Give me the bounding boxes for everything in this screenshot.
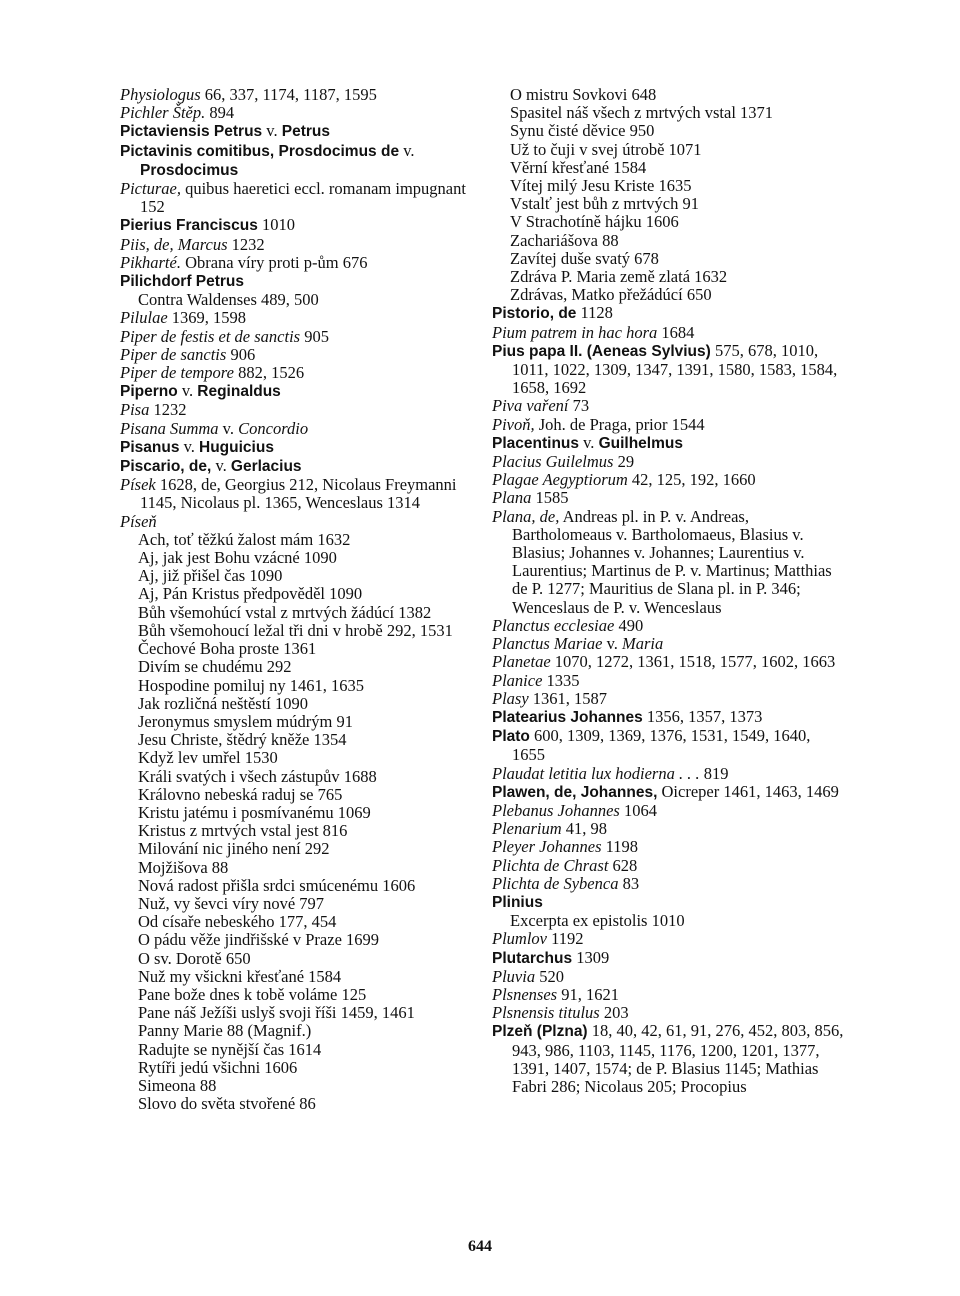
index-subentry bbox=[120, 950, 472, 968]
index-entry bbox=[120, 236, 472, 254]
entry-text: quibus haeretici eccl. romanam impugnant 152 bbox=[140, 179, 466, 217]
index-entry bbox=[492, 857, 844, 875]
entry-heading-bold: Pictavinis comitibus, Prosdocimus de bbox=[120, 142, 400, 160]
entry-text: 41, 98 bbox=[561, 819, 608, 839]
index-entry bbox=[120, 364, 472, 382]
entry-heading-italic: Pilulae bbox=[120, 308, 168, 328]
entry-text: 1010 bbox=[257, 215, 295, 235]
entry-heading-italic: Pichler Štěp. bbox=[120, 103, 206, 123]
index-entry bbox=[492, 765, 844, 783]
entry-heading-bold: Pierius Franciscus bbox=[120, 217, 258, 235]
entry-text: v. bbox=[602, 634, 623, 654]
index-subentry bbox=[492, 195, 844, 213]
entry-heading-bold: Pius papa II. (Aeneas Sylvius) bbox=[492, 342, 711, 360]
entry-text: O sv. Dorotě 650 bbox=[138, 948, 251, 968]
entry-text: Věrní křesťané 1584 bbox=[510, 157, 647, 177]
entry-text: Zavítej duše svatý 678 bbox=[510, 248, 659, 268]
index-entry bbox=[492, 783, 844, 802]
entry-heading-bold: Gerlacius bbox=[230, 458, 302, 476]
entry-text: 520 bbox=[535, 966, 564, 986]
entry-text: Jeronymus smyslem múdrým 91 bbox=[138, 711, 353, 731]
entry-text: v. bbox=[579, 432, 599, 452]
entry-text: v. bbox=[179, 436, 200, 456]
index-subentry bbox=[120, 786, 472, 804]
entry-heading-bold: Plzeň (Plzna) bbox=[492, 1023, 588, 1041]
entry-text: 894 bbox=[205, 103, 235, 123]
index-subentry bbox=[120, 604, 472, 622]
entry-text: 906 bbox=[226, 344, 256, 364]
entry-text: Joh. de Praga, prior 1544 bbox=[534, 414, 705, 434]
entry-text: 1198 bbox=[601, 837, 639, 857]
index-entry bbox=[492, 1022, 844, 1096]
entry-heading-italic: Plichta de Chrast bbox=[492, 855, 609, 875]
entry-text: Synu čisté děvice 950 bbox=[510, 121, 655, 141]
index-subentry bbox=[120, 1059, 472, 1077]
index-subentry bbox=[492, 86, 844, 104]
entry-text: Už to čuji v svej útrobě 1071 bbox=[510, 139, 702, 159]
index-entry bbox=[492, 820, 844, 838]
entry-text: Jak rozličná neštěstí 1090 bbox=[138, 693, 308, 713]
entry-text: Pane náš Ježíši uslyš svoji říši 1459, 1461 bbox=[138, 1003, 415, 1023]
entry-heading-italic: Plichta de Sybenca bbox=[492, 873, 619, 893]
index-entry bbox=[492, 653, 844, 671]
entry-text: Nuž my všickni křesťané 1584 bbox=[138, 966, 342, 986]
index-entry bbox=[120, 401, 472, 419]
entry-text: 628 bbox=[608, 855, 638, 875]
entry-text: 1628, de, Georgius 212, Nicolaus Freymanni 1145, Nicolaus pl. 1365, Wenceslaus 1314 bbox=[140, 475, 457, 513]
index-subentry bbox=[492, 286, 844, 304]
entry-text: O mistru Sovkovi 648 bbox=[510, 85, 657, 104]
index-entry bbox=[120, 142, 472, 180]
index-entry bbox=[120, 254, 472, 272]
entry-text: 1128 bbox=[576, 303, 613, 323]
entry-text: 1309 bbox=[572, 947, 610, 967]
entry-text: Ach, toť těžkú žalost mám 1632 bbox=[138, 529, 351, 549]
entry-text: Nová radost přišla srdci smúcenému 1606 bbox=[138, 875, 416, 895]
entry-text: Vítej milý Jesu Kriste 1635 bbox=[510, 176, 692, 196]
index-entry bbox=[120, 513, 472, 531]
entry-text: Andreas pl. in P. v. Andreas, Bartholomeaus v. Bartholomaeus, Blasius v. Blasius; Johannes v. Johannes; Laurentius v. Laurentius; Martinus de P. v. Martinus; Matthias de P. 1277; Mauritius de Slana pl. in P. 346; Wenceslaus de P. v. Wenceslaus bbox=[512, 506, 832, 617]
entry-heading-italic: Planetae bbox=[492, 652, 551, 672]
entry-text: Radujte se nynější čas 1614 bbox=[138, 1039, 322, 1059]
entry-heading-italic: Plsnensis titulus bbox=[492, 1003, 600, 1023]
entry-text: 1684 bbox=[657, 322, 695, 342]
index-entry bbox=[120, 346, 472, 364]
index-entry bbox=[492, 968, 844, 986]
entry-text: Milování nic jiného není 292 bbox=[138, 839, 330, 859]
entry-heading-italic: Planctus ecclesiae bbox=[492, 615, 615, 635]
index-subentry bbox=[120, 658, 472, 676]
index-subentry bbox=[120, 622, 472, 640]
entry-text: 905 bbox=[300, 326, 329, 346]
entry-text: Aj, jak jest Bohu vzácné 1090 bbox=[138, 548, 337, 568]
index-subentry bbox=[120, 840, 472, 858]
index-subentry bbox=[492, 177, 844, 195]
entry-heading-bold: Placentinus bbox=[492, 434, 579, 452]
index-subentry bbox=[120, 968, 472, 986]
entry-text: 1585 bbox=[531, 488, 569, 508]
entry-heading-bold: Reginaldus bbox=[197, 383, 281, 401]
index-entry bbox=[492, 986, 844, 1004]
entry-heading-italic: Plasy bbox=[492, 688, 529, 708]
entry-heading-italic: Písek bbox=[120, 475, 156, 495]
entry-text: 42, 125, 192, 1660 bbox=[627, 470, 756, 490]
entry-text: Jesu Christe, štědrý kněže 1354 bbox=[138, 730, 347, 750]
entry-heading-bold: Huguicius bbox=[199, 438, 274, 456]
index-column-right bbox=[492, 86, 844, 1096]
index-entry bbox=[120, 420, 472, 438]
index-entry bbox=[120, 216, 472, 235]
index-subentry bbox=[120, 895, 472, 913]
entry-heading-italic: Picturae, bbox=[120, 179, 181, 199]
entry-text: Panny Marie 88 (Magnif.) bbox=[138, 1021, 312, 1041]
entry-text: Kristus z mrtvých vstal jest 816 bbox=[138, 821, 348, 841]
entry-heading-bold: Prosdocimus bbox=[140, 161, 239, 179]
entry-text: 91, 1621 bbox=[557, 984, 619, 1004]
entry-heading-bold: Plato bbox=[492, 728, 530, 746]
index-subentry bbox=[120, 804, 472, 822]
entry-heading-bold: Piscario, de, bbox=[120, 458, 212, 476]
entry-heading-italic: Maria bbox=[622, 634, 664, 654]
entry-text: 29 bbox=[613, 452, 635, 472]
index-entry bbox=[492, 304, 844, 323]
index-entry bbox=[492, 690, 844, 708]
entry-heading-italic: Piva vaření bbox=[492, 396, 569, 416]
entry-text: Bůh všemohúcí vstal z mrtvých žádúcí 1382 bbox=[138, 602, 432, 622]
entry-heading-italic: Pikharté. bbox=[120, 252, 181, 272]
entry-heading-bold: Plawen, de, Johannes, bbox=[492, 783, 658, 801]
index-entry bbox=[120, 272, 472, 291]
index-entry bbox=[492, 453, 844, 471]
entry-text: Zdrávas, Matko přežádúcí 650 bbox=[510, 285, 712, 305]
entry-text: 1369, 1598 bbox=[167, 308, 247, 328]
entry-heading-italic: Plagae Aegyptiorum bbox=[492, 470, 628, 490]
entry-text: 203 bbox=[599, 1003, 629, 1023]
entry-text: Pane bože dnes k tobě voláme 125 bbox=[138, 984, 367, 1004]
index-entry bbox=[492, 672, 844, 690]
index-subentry bbox=[492, 232, 844, 250]
entry-text: V Strachotíně hájku 1606 bbox=[510, 212, 679, 232]
entry-text: v. bbox=[177, 381, 198, 401]
entry-text: v. bbox=[399, 140, 415, 160]
index-entry bbox=[120, 438, 472, 457]
index-entry bbox=[120, 328, 472, 346]
entry-heading-italic: Piper de tempore bbox=[120, 363, 234, 383]
index-subentry bbox=[120, 1004, 472, 1022]
entry-heading-bold: Pilichdorf Petrus bbox=[120, 273, 245, 291]
entry-text: 1356, 1357, 1373 bbox=[642, 706, 763, 726]
entry-heading-italic: Plana, de, bbox=[492, 506, 560, 526]
index-entry bbox=[120, 476, 472, 512]
entry-heading-italic: Physiologus bbox=[120, 85, 201, 104]
index-subentry bbox=[120, 877, 472, 895]
index-entry bbox=[492, 397, 844, 415]
index-subentry bbox=[120, 549, 472, 567]
index-entry bbox=[492, 508, 844, 617]
entry-heading-italic: Pleyer Johannes bbox=[492, 837, 602, 857]
entry-text: Zachariášova 88 bbox=[510, 230, 619, 250]
index-subentry bbox=[492, 104, 844, 122]
entry-heading-bold: Platearius Johannes bbox=[492, 708, 643, 726]
index-entry bbox=[492, 727, 844, 764]
index-subentry bbox=[120, 1041, 472, 1059]
index-subentry bbox=[120, 1022, 472, 1040]
index-subentry bbox=[120, 1095, 472, 1113]
entry-text: 882, 1526 bbox=[233, 363, 305, 383]
entry-text: 600, 1309, 1369, 1376, 1531, 1549, 1640, 1655 bbox=[512, 726, 811, 765]
entry-heading-italic: Plaudat letitia lux hodierna . . . bbox=[492, 763, 700, 783]
entry-text: Excerpta ex epistolis 1010 bbox=[510, 911, 685, 931]
index-entry bbox=[492, 635, 844, 653]
index-subentry bbox=[120, 531, 472, 549]
entry-heading-italic: Plana bbox=[492, 488, 532, 508]
index-subentry bbox=[120, 731, 472, 749]
index-subentry bbox=[120, 1077, 472, 1095]
index-entry bbox=[492, 489, 844, 507]
entry-heading-italic: Piper de sanctis bbox=[120, 344, 227, 364]
entry-heading-italic: Plsnenses bbox=[492, 984, 558, 1004]
entry-text: 83 bbox=[618, 873, 640, 893]
entry-text: 1192 bbox=[547, 929, 584, 949]
entry-heading-italic: Concordio bbox=[238, 418, 309, 438]
index-entry bbox=[120, 86, 472, 104]
entry-text: Bůh všemohoucí ležal tři dni v hrobě 292, 1531 bbox=[138, 620, 453, 640]
index-entry bbox=[492, 342, 844, 398]
index-entry bbox=[492, 802, 844, 820]
entry-text: Spasitel náš všech z mrtvých vstal 1371 bbox=[510, 103, 774, 123]
index-subentry bbox=[120, 768, 472, 786]
index-entry bbox=[492, 617, 844, 635]
entry-heading-italic: Pluvia bbox=[492, 966, 536, 986]
entry-heading-italic: Pivoň, bbox=[492, 414, 535, 434]
index-entry bbox=[492, 471, 844, 489]
index-subentry bbox=[492, 141, 844, 159]
entry-text: 66, 337, 1174, 1187, 1595 bbox=[200, 85, 377, 104]
index-entry bbox=[492, 838, 844, 856]
entry-heading-italic: Placius Guilelmus bbox=[492, 452, 614, 472]
index-subentry bbox=[492, 159, 844, 177]
entry-text: Simeona 88 bbox=[138, 1075, 217, 1095]
index-subentry bbox=[120, 913, 472, 931]
entry-text: Mojžišova 88 bbox=[138, 857, 229, 877]
page-number: 644 bbox=[468, 1238, 492, 1255]
index-subentry bbox=[120, 640, 472, 658]
entry-text: 73 bbox=[568, 396, 590, 416]
index-entry bbox=[120, 180, 472, 216]
index-subentry bbox=[492, 213, 844, 231]
entry-heading-italic: Pisana Summa bbox=[120, 418, 219, 438]
entry-text: Nuž, vy ševci víry nové 797 bbox=[138, 893, 325, 913]
index-subentry bbox=[492, 250, 844, 268]
entry-text: Divím se chudému 292 bbox=[138, 657, 292, 677]
entry-text: 18, 40, 42, 61, 91, 276, 452, 803, 856, 943, 986, 1103, 1145, 1176, 1200, 1201, 1377, 1391, 1407, 1574; de P. Blasius 1145; Mathias Fabri 286; Nicolaus 205; Procopius bbox=[512, 1021, 844, 1096]
entry-text: Vstalť jest bůh z mrtvých 91 bbox=[510, 194, 699, 214]
entry-text: 1232 bbox=[227, 234, 265, 254]
entry-text: 819 bbox=[699, 763, 729, 783]
entry-heading-italic: Plebanus Johannes bbox=[492, 800, 620, 820]
index-entry bbox=[492, 875, 844, 893]
entry-heading-bold: Guilhelmus bbox=[598, 434, 683, 452]
entry-heading-bold: Plinius bbox=[492, 893, 543, 911]
entry-text: Čechové Boha proste 1361 bbox=[138, 639, 317, 659]
index-entry bbox=[492, 1004, 844, 1022]
entry-heading-italic: Planctus Mariae bbox=[492, 634, 603, 654]
index-entry bbox=[120, 382, 472, 401]
entry-text: 575, 678, 1010, 1011, 1022, 1309, 1347, 1391, 1580, 1583, 1584, 1658, 1692 bbox=[512, 340, 838, 398]
entry-text: Aj, již přišel čas 1090 bbox=[138, 566, 283, 586]
entry-text: Oicreper 1461, 1463, 1469 bbox=[657, 781, 839, 801]
entry-heading-italic: Pium patrem in hac hora bbox=[492, 322, 658, 342]
index-entry bbox=[492, 893, 844, 912]
index-entry bbox=[492, 949, 844, 968]
index-subentry bbox=[492, 122, 844, 140]
entry-heading-italic: Planice bbox=[492, 670, 543, 690]
entry-heading-bold: Piperno bbox=[120, 383, 178, 401]
index-entry bbox=[492, 324, 844, 342]
index-subentry bbox=[120, 695, 472, 713]
index-subentry bbox=[120, 859, 472, 877]
entry-text: Slovo do světa stvořené 86 bbox=[138, 1094, 316, 1114]
entry-text: Královno nebeská raduj se 765 bbox=[138, 784, 343, 804]
index-entry bbox=[120, 309, 472, 327]
entry-heading-italic: Pisa bbox=[120, 400, 150, 420]
index-subentry bbox=[120, 749, 472, 767]
index-subentry bbox=[120, 291, 472, 309]
index-subentry bbox=[120, 986, 472, 1004]
index-subentry bbox=[492, 912, 844, 930]
entry-text: O pádu věže jindřišské v Praze 1699 bbox=[138, 930, 380, 950]
entry-text: 1335 bbox=[542, 670, 580, 690]
entry-text: v. bbox=[262, 121, 282, 141]
entry-text: 490 bbox=[614, 615, 644, 635]
index-subentry bbox=[120, 713, 472, 731]
entry-text: Rytíři jedú všichni 1606 bbox=[138, 1057, 298, 1077]
index-subentry bbox=[120, 822, 472, 840]
index-subentry bbox=[120, 567, 472, 585]
entry-heading-bold: Petrus bbox=[281, 123, 330, 141]
index-entry bbox=[492, 416, 844, 434]
entry-text: v. bbox=[211, 456, 231, 476]
entry-text: v. bbox=[218, 418, 239, 438]
index-entry bbox=[120, 104, 472, 122]
entry-text: Obrana víry proti p-ům 676 bbox=[180, 252, 368, 272]
entry-heading-bold: Pisanus bbox=[120, 438, 180, 456]
index-column-left bbox=[120, 86, 472, 1113]
entry-text: Contra Waldenses 489, 500 bbox=[138, 290, 319, 310]
index-entry bbox=[120, 457, 472, 476]
entry-text: Aj, Pán Kristus předpověděl 1090 bbox=[138, 584, 363, 604]
index-subentry bbox=[120, 677, 472, 695]
entry-heading-bold: Plutarchus bbox=[492, 949, 573, 967]
entry-text: 1064 bbox=[619, 800, 657, 820]
entry-text: Když lev umřel 1530 bbox=[138, 748, 278, 768]
index-entry bbox=[492, 434, 844, 453]
entry-text: Králi svatých i všech zástupův 1688 bbox=[138, 766, 377, 786]
entry-text: Od císaře nebeského 177, 454 bbox=[138, 912, 337, 932]
index-subentry bbox=[120, 585, 472, 603]
index-entry bbox=[120, 122, 472, 141]
index-subentry bbox=[120, 931, 472, 949]
entry-text: Zdráva P. Maria země zlatá 1632 bbox=[510, 267, 728, 287]
entry-heading-italic: Piper de festis et de sanctis bbox=[120, 326, 301, 346]
entry-heading-italic: Plumlov bbox=[492, 929, 547, 949]
entry-text: Hospodine pomiluj ny 1461, 1635 bbox=[138, 675, 364, 695]
entry-heading-italic: Piis, de, Marcus bbox=[120, 234, 228, 254]
entry-text: 1361, 1587 bbox=[528, 688, 608, 708]
entry-heading-bold: Pictaviensis Petrus bbox=[120, 123, 263, 141]
entry-heading-italic: Píseň bbox=[120, 511, 157, 531]
index-entry bbox=[492, 930, 844, 948]
index-entry bbox=[492, 708, 844, 727]
entry-heading-bold: Pistorio, de bbox=[492, 305, 577, 323]
index-subentry bbox=[492, 268, 844, 286]
entry-heading-italic: Plenarium bbox=[492, 819, 562, 839]
entry-text: 1070, 1272, 1361, 1518, 1577, 1602, 1663 bbox=[550, 652, 836, 672]
entry-text: 1232 bbox=[149, 400, 187, 420]
entry-text: Kristu jatému i posmívanému 1069 bbox=[138, 802, 371, 822]
